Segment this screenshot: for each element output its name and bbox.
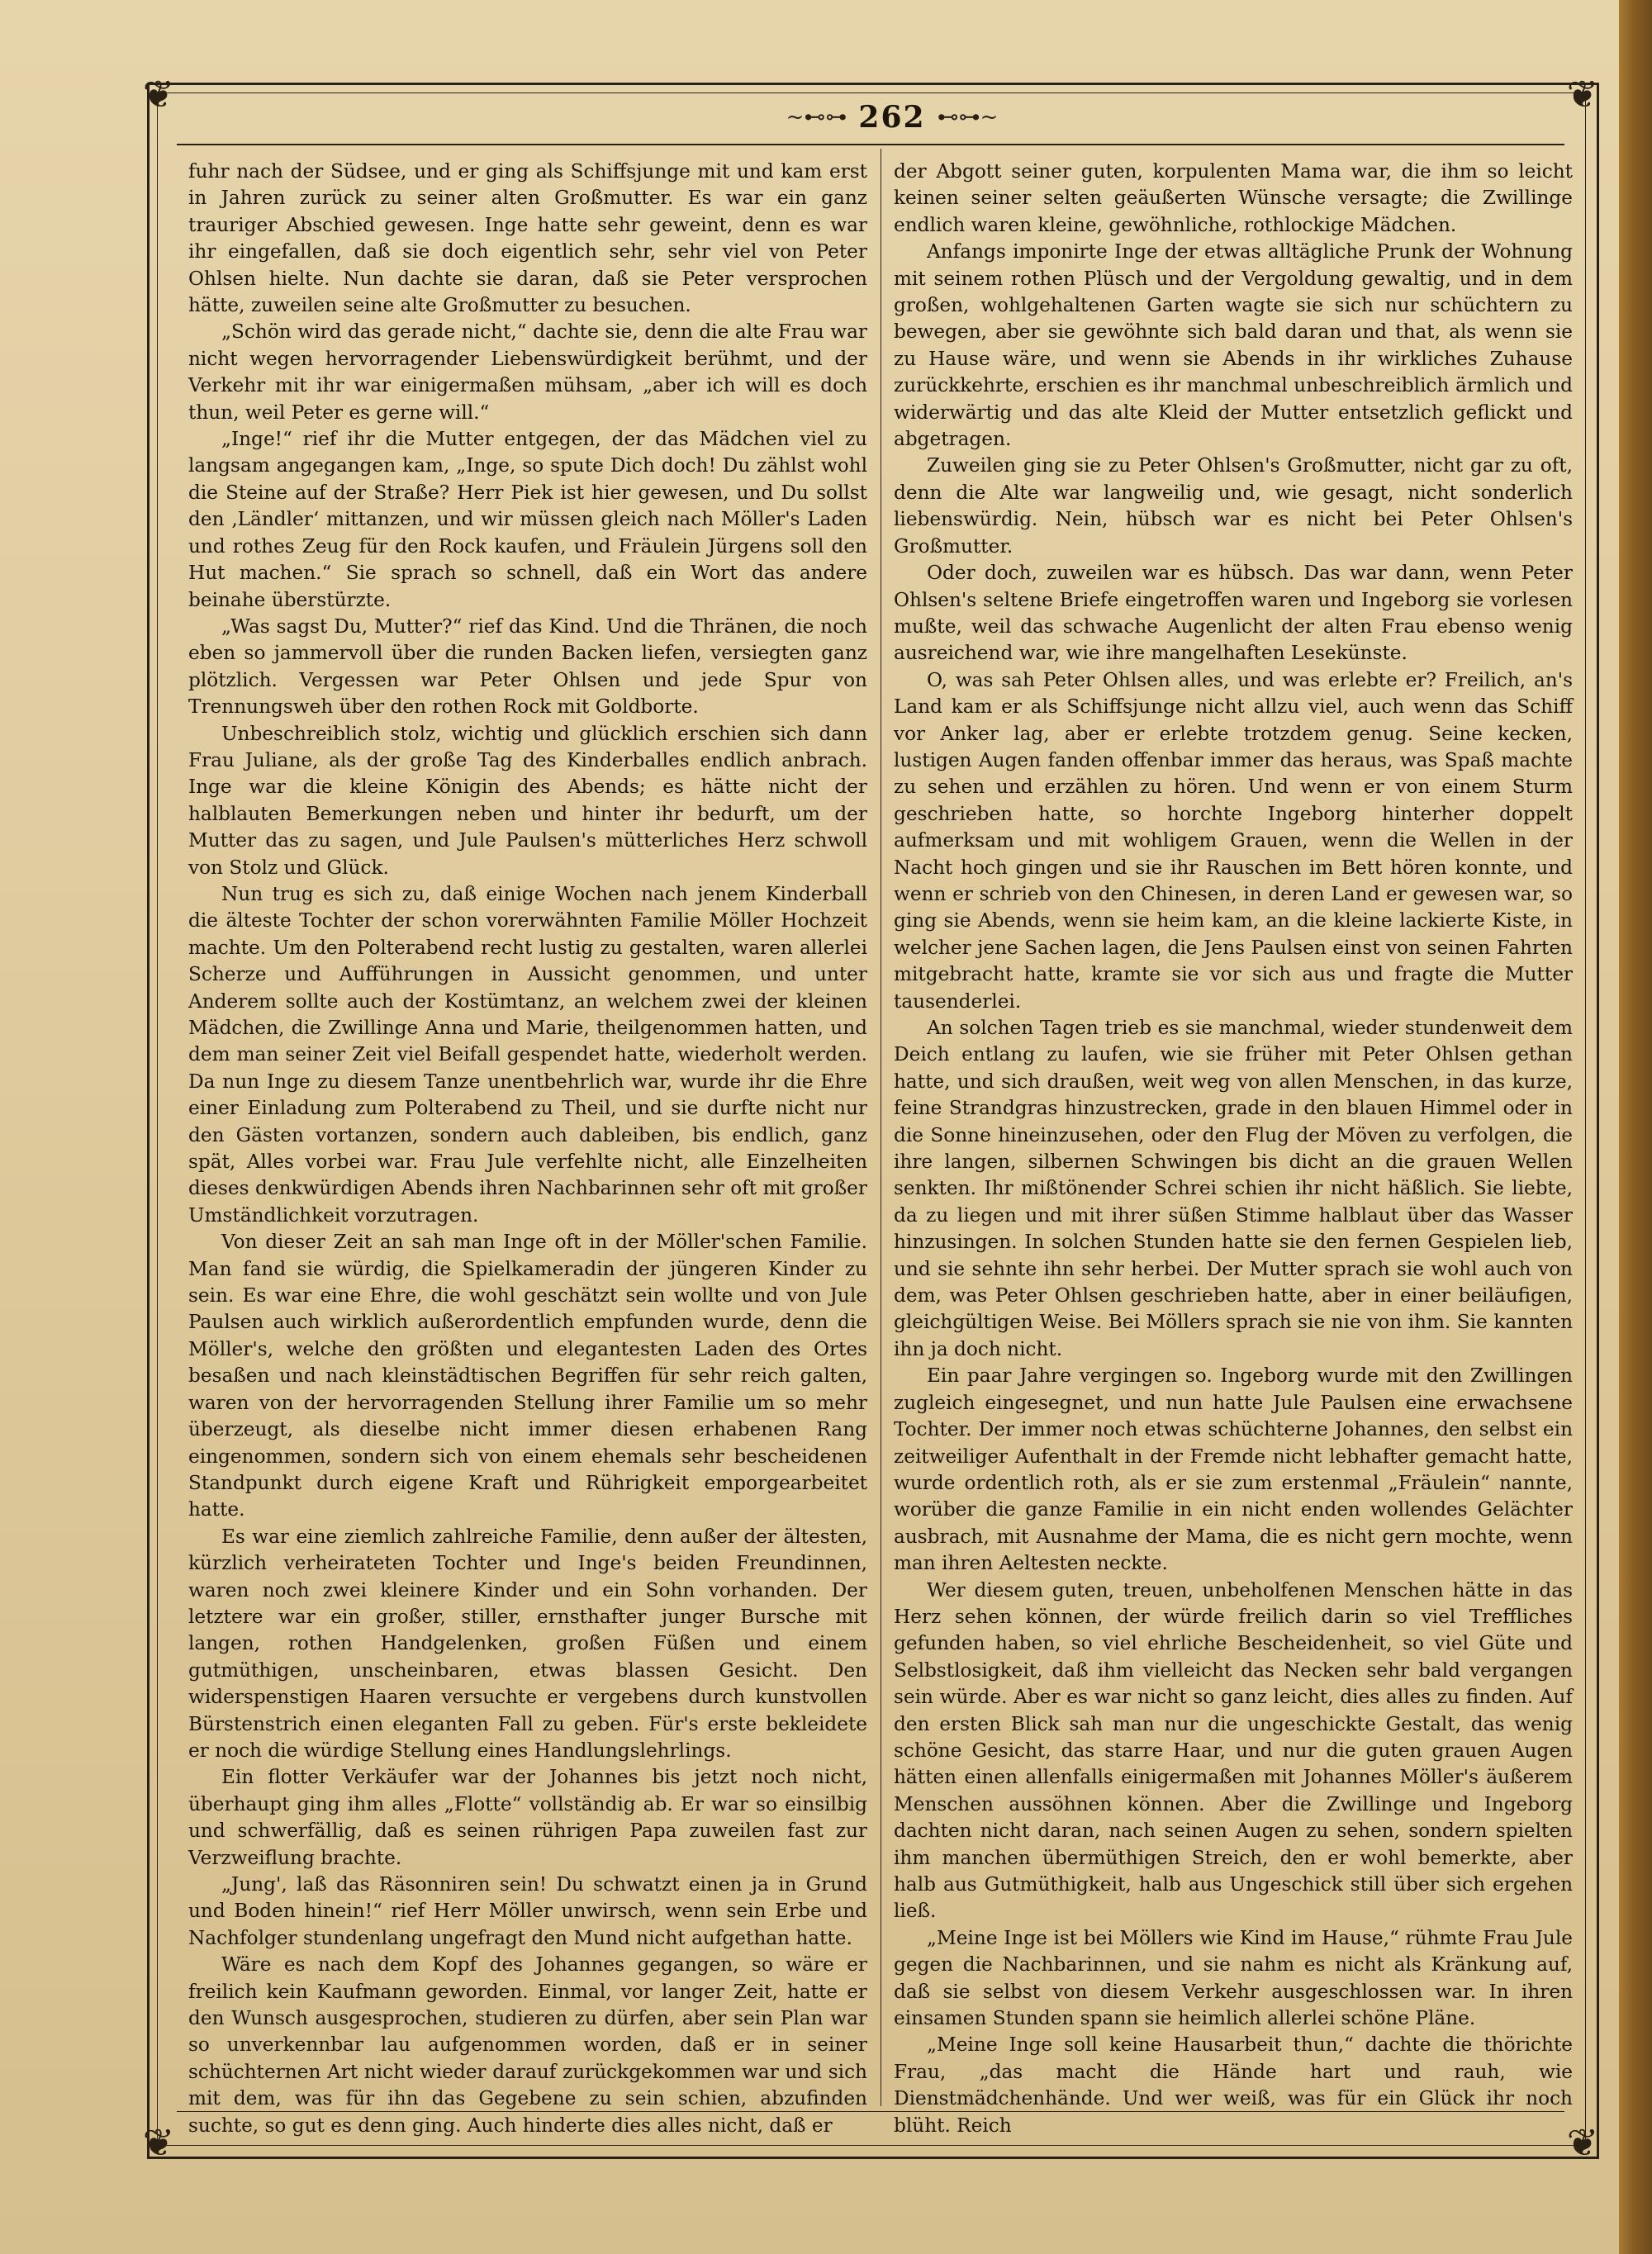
paragraph: Zuweilen ging sie zu Peter Ohlsen's Großmutter, nicht gar zu oft, denn die Alte war langweilig und, wie gesagt, nicht sonderlich liebenswürdig. Nein, hübsch war es nicht bei Peter Ohlsen's Großmutter. [894,454,1573,558]
paragraph: Nun trug es sich zu, daß einige Wochen nach jenem Kinderball die älteste Tochter der schon vorerwähnten Familie Möller Hochzeit machte. Um den Polterabend recht lustig zu gestalten, waren allerlei Scherze und Aufführungen in Aussicht genommen, und unter Anderem sollte auch der Kostümtanz, an welchem zwei der kleinen Mädchen, die Zwillinge Anna und Marie, theilgenommen hatten, und dem man seiner Zeit viel Beifall gespendet hatte, wiederholt werden. Da nun Inge zu diesem Tanze unentbehrlich war, wurde ihr die Ehre einer Einladung zum Polterabend zu Theil, und sie durfte nicht nur den Gästen vortanzen, sondern auch dableiben, bis endlich, ganz spät, Alles vorbei war. Frau Jule verfehlte nicht, alle Einzelheiten dieses denkwürdigen Abends ihren Nachbarinnen sehr oft mit großer Umständlichkeit vorzutragen. [188,882,867,1227]
paragraph: An solchen Tagen trieb es sie manchmal, wieder stundenweit dem Deich entlang zu laufen, wie sie früher mit Peter Ohlsen gethan hatte, und sich draußen, weit weg von allen Menschen, in das kurze, feine Strandgras hinzustrecken, grade in den blauen Himmel oder in die Sonne hineinzusehen, oder den Flug der Möven zu verfolgen, die ihre langen, silbernen Schwingen bis dicht an die grauen Wellen senkten. Ihr mißtönender Schrei schien ihr nicht häßlich. Sie liebte, da zu liegen und mit ihrer süßen Stimme halblaut über das Wasser hinzusingen. In solchen Stunden hatte sie den fernen Gespielen lieb, und sie sehnte ihn sehr herbei. Der Mutter sprach sie wohl auch von dem, was Peter Ohlsen geschrieben hatte, aber in einer beiläufigen, gleichgültigen Weise. Bei Möllers sprach sie nie von ihm. Sie kannten ihn ja doch nicht. [894,1017,1573,1360]
corner-ornament-bottom-right: ❦ [1566,2120,1599,2165]
paragraph: „Was sagst Du, Mutter?“ rief das Kind. Und die Thränen, die noch eben so jammervoll über die runden Backen liefen, versiegten ganz plötzlich. Vergessen war Peter Ohlsen und jede Spur von Trennungsweh über den rothen Rock mit Goldborte. [188,615,867,719]
paragraph: Wer diesem guten, treuen, unbeholfenen Menschen hätte in das Herz sehen können, der würde freilich darin so viel Treffliches gefunden haben, so viel ehrliche Bescheidenheit, so viel Güte und Selbstlosigkeit, daß ihm vielleicht das Necken sehr bald vergangen sein würde. Aber es war nicht so ganz leicht, dies alles zu finden. Auf den ersten Blick sah man nur die ungeschickte Gestalt, das wenig schöne Gesicht, das starre Haar, und nur die guten grauen Augen hätten einen allenfalls einigermaßen mit Johannes Möller's äußerem Menschen aussöhnen können. Aber die Zwillinge und Ingeborg dachten nicht daran, nach seinen Augen zu sehen, sondern spielten ihm manchen übermüthigen Streich, den er wohl bemerkte, aber halb aus Gutmüthigkeit, halb aus Ungeschick still über sich ergehen ließ. [894,1578,1573,1923]
paragraph: Unbeschreiblich stolz, wichtig und glücklich erschien sich dann Frau Juliane, als der große Tag des Kinderballes endlich anbrach. Inge war die kleine Königin des Abends; es hätte nicht der halblauten Bemerkungen neben und hinter ihr bedurft, um der Mutter das zu sagen, und Jule Paulsen's mütterliches Herz schwoll von Stolz und Glück. [188,722,867,879]
page-number: 262 [858,100,926,135]
paragraph: Wäre es nach dem Kopf des Johannes gegangen, so wäre er freilich kein Kaufmann geworden. Einmal, vor langer Zeit, hatte er den Wunsch ausgesprochen, studieren zu dürfen, aber sein Plan war so unverkennbar lau aufgenommen worden, daß er in seiner schüchternen Art nicht wieder darauf zurückgekommen war und sich mit dem, was für ihn das Gegebene zu sein schien, abzufinden suchte, so gut es denn ging. Auch hinderte dies alles nicht, daß er [188,1953,867,2137]
paragraph: der Abgott seiner guten, korpulenten Mama war, die ihm so leicht keinen seiner selten geäußerten Wünsche versagte; die Zwillinge endlich waren kleine, gewöhnliche, rothlockige Mädchen. [894,160,1573,236]
paragraph: Ein paar Jahre vergingen so. Ingeborg wurde mit den Zwillingen zugleich eingesegnet, und nun hatte Jule Paulsen eine erwachsene Tochter. Der immer noch etwas schüchterne Johannes, den selbst ein zeitweiliger Aufenthalt in der Fremde nicht lebhafter gemacht hatte, wurde ordentlich roth, als er sie zum erstenmal „Fräulein“ nannte, worüber die ganze Familie in ein nicht enden wollendes Gelächter ausbrach, mit Ausnahme der Mama, die es nicht gern mochte, wenn man ihren Aeltesten neckte. [894,1364,1573,1575]
corner-ornament-bottom-left: ❦ [142,2120,175,2165]
paragraph: Ein flotter Verkäufer war der Johannes bis jetzt noch nicht, überhaupt ging ihm alles „Flotte“ vollständig ab. Er war so einsilbig und schwerfällig, daß es seinen rührigen Papa zuweilen fast zur Verzweiflung brachte. [188,1766,867,1869]
paragraph: „Jung', laß das Räsonniren sein! Du schwatzt einen ja in Grund und Boden hinein!“ rief Herr Möller unwirsch, wenn sein Erbe und Nachfolger stundenlang ungefragt den Mund nicht aufgethan hatte. [188,1873,867,1949]
corner-ornament-top-left: ❦ [142,72,175,116]
right-column [894,159,1573,2139]
right-ornament: ⊷⊶~ [937,105,999,130]
paragraph: fuhr nach der Südsee, und er ging als Schiffsjunge mit und kam erst in Jahren zurück zu seiner alten Großmutter. Es war ein ganz trauriger Abschied gewesen. Inge hatte sehr geweint, denn es war ihr eingefallen, daß sie doch eigentlich sehr, sehr viel von Peter Ohlsen hielte. Nun dachte sie daran, daß sie Peter versprochen hätte, zuweilen seine alte Großmutter zu besuchen. [188,160,867,317]
corner-ornament-top-right: ❦ [1566,72,1599,116]
left-ornament: ~⊷⊶ [786,105,847,130]
paragraph: Anfangs imponirte Inge der etwas alltägliche Prunk der Wohnung mit seinem rothen Plüsch und der Vergoldung gewaltig, und in dem großen, wohlgehaltenen Garten wagte sie sich nur schüchtern zu bewegen, aber sie gewöhnte sich bald daran und that, als wenn sie zu Hause wäre, und wenn sie Abends in ihr wirkliches Zuhause zurückkehrte, erschien es ihr manchmal unbeschreiblich ärmlich und widerwärtig und das alte Kleid der Mutter entsetzlich geflickt und abgetragen. [894,240,1573,451]
book-edge [1619,0,1652,2254]
page-header [776,93,1008,142]
paragraph: O, was sah Peter Ohlsen alles, und was erlebte er? Freilich, an's Land kam er als Schiffsjunge nicht allzu viel, auch wenn das Schiff vor Anker lag, aber er erlebte trotzdem genug. Seine kecken, lustigen Augen fanden offenbar immer das heraus, was Spaß machte zu sehen und erzählen zu hören. Und wenn er von einem Sturm geschrieben hatte, so horchte Ingeborg hinterher doppelt aufmerksam und mit wohligem Grauen, wenn die Wellen in der Nacht hoch gingen und sie ihr Rauschen im Bett hören konnte, und wenn er schrieb von den Chinesen, in deren Land er gewesen war, so ging sie Abends, wenn sie heim kam, an die kleine lackierte Kiste, in welcher jene Sachen lagen, die Jens Paulsen einst von seinen Fahrten mitgebracht hatte, kramte sie vor sich aus und fragte die Mutter tausenderlei. [894,668,1573,1013]
paragraph: „Meine Inge ist bei Möllers wie Kind im Hause,“ rühmte Frau Jule gegen die Nachbarinnen, und sie nahm es nicht als Kränkung auf, daß sie selbst von diesem Verkehr ausgeschlossen war. In ihren einsamen Stunden spann sie heimlich allerlei schöne Pläne. [894,1926,1573,2030]
paragraph: Oder doch, zuweilen war es hübsch. Das war dann, wenn Peter Ohlsen's seltene Briefe eingetroffen waren und Ingeborg sie vorlesen mußte, weil das schwache Augenlicht der alten Frau ebenso wenig ausreichend war, wie ihre mangelhaften Lesekünste. [894,562,1573,665]
paragraph: „Schön wird das gerade nicht,“ dachte sie, denn die alte Frau war nicht wegen hervorragender Liebenswürdigkeit berühmt, und der Verkehr mit ihr war einigermaßen mühsam, „aber ich will es doch thun, weil Peter es gerne will.“ [188,320,867,424]
paragraph: „Inge!“ rief ihr die Mutter entgegen, der das Mädchen viel zu langsam angegangen kam, „Inge, so spute Dich doch! Du zählst wohl die Steine auf der Straße? Herr Piek ist hier gewesen, und Du sollst den ‚Ländler‘ mittanzen, und wir müssen gleich nach Möller's Laden und rothes Zeug für den Rock kaufen, und Fräulein Jürgens soll den Hut machen.“ Sie sprach so schnell, daß ein Wort das andere beinahe überstürzte. [188,428,867,611]
left-column [188,159,867,2139]
footer-rule [177,2111,1564,2112]
header-rule [177,144,1564,145]
paragraph: Es war eine ziemlich zahlreiche Familie, denn außer der ältesten, kürzlich verheirateten Tochter und Inge's beiden Freundinnen, waren noch zwei kleinere Kinder und ein Sohn vorhanden. Der letztere war ein großer, stiller, ernsthafter junger Bursche mit langen, rothen Handgelenken, großen Füßen und einem gutmüthigen, unscheinbaren, etwas blassen Gesicht. Den widerspenstigen Haaren versuchte er vergebens durch kunstvollen Bürstenstrich einen eleganten Fall zu geben. Für's erste bekleidete er noch die würdige Stellung eines Handlungslehrlings. [188,1525,867,1762]
paragraph: Von dieser Zeit an sah man Inge oft in der Möller'schen Familie. Man fand sie würdig, die Spielkameradin der jüngeren Kinder zu sein. Es war eine Ehre, die wohl geschätzt sein wollte und von Jule Paulsen auch wirklich außerordentlich empfunden wurde, denn die Möller's, welche den größten und elegantesten Laden des Ortes besaßen und nach kleinstädtischen Begriffen für sehr reich galten, waren von der hervorragenden Stellung ihrer Familie um so mehr überzeugt, als dieselbe nicht immer diesen erhabenen Rang eingenommen, sondern sich von einem ehemals sehr bescheidenen Standpunkt durch eigene Kraft und Rührigkeit emporgearbeitet hatte. [188,1231,867,1521]
paragraph: „Meine Inge soll keine Hausarbeit thun,“ dachte die thörichte Frau, „das macht die Hände hart und rauh, wie Dienstmädchenhände. Und wer weiß, was für ein Glück ihr noch blüht. Reich [894,2033,1573,2137]
